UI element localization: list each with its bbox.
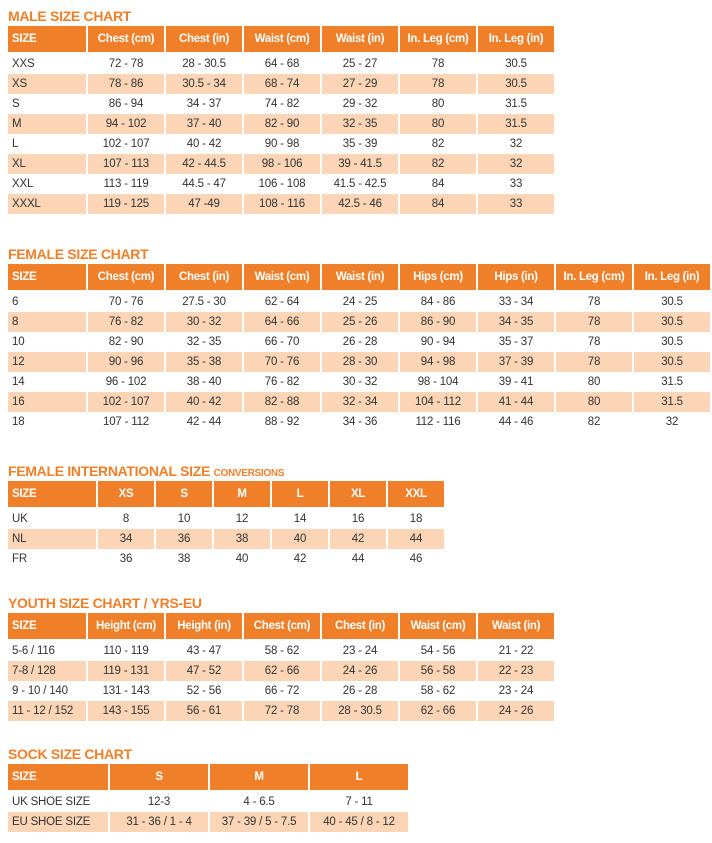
table-row [8,412,710,432]
column-header: M [210,764,308,792]
table-cell: 78 - 86 [88,74,164,94]
table-cell: 12 [235,513,249,525]
table-cell: 44.5 - 47 [182,178,226,190]
table-cell: 76 - 82 [88,312,164,332]
table-cell: 36 [119,553,133,565]
row-label: 11 - 12 / 152 [8,701,86,721]
table-cell: 8 [122,513,130,525]
table-cell: 24 - 26 [478,701,554,721]
table-cell: 82 - 90 [108,336,144,348]
youth-size-title: YOUTH SIZE CHART / YRS-EU [8,595,202,611]
column-header: SIZE [8,264,86,292]
table-cell: 27 - 29 [322,74,398,94]
male-size-section [8,8,556,214]
table-cell: 30 - 32 [342,376,378,388]
sock-size-table [6,764,410,832]
table-cell: 84 - 86 [420,296,456,308]
table-cell: 40 - 42 [186,138,222,150]
row-label: 16 [8,392,86,412]
table-cell: 42 - 44 [186,416,222,428]
table-cell: 41 - 44 [478,392,554,412]
row-label: XS [8,74,86,94]
table-cell: 25 - 27 [342,58,378,70]
column-header: In. Leg (cm) [556,264,632,292]
table-cell: 42 - 44.5 [166,154,242,174]
table-cell: 94 - 98 [400,352,476,372]
male-header-row [8,26,554,54]
table-cell: 37 - 39 [478,352,554,372]
female-size-section [8,246,712,432]
table-cell: 113 - 119 [103,178,149,190]
row-label: L [12,138,19,150]
table-cell: 62 - 66 [244,661,320,681]
table-cell: 31.5 [478,114,554,134]
table-cell: 32 [509,138,523,150]
table-cell: 112 - 116 [415,416,461,428]
table-cell: 40 - 45 / 8 - 12 [310,812,408,832]
column-header: SIZE [8,26,86,54]
table-cell: 102 - 107 [88,392,164,412]
table-cell: 42 [330,529,386,549]
table-cell: 24 - 26 [322,661,398,681]
column-header: XXL [388,481,444,509]
column-header: S [110,764,208,792]
intl-size-title-sub: CONVERSIONS [213,468,285,479]
table-cell: 44 [388,529,444,549]
column-header: L [272,481,328,509]
table-cell: 43 - 47 [186,645,222,657]
table-row [8,194,554,214]
intl-size-title-main: FEMALE INTERNATIONAL SIZE [8,463,210,479]
table-cell: 34 [98,529,154,549]
table-row [8,392,710,412]
table-row [8,529,444,549]
table-cell: 52 - 56 [186,685,222,697]
column-header: Chest (in) [322,613,398,641]
table-cell: 26 - 28 [342,336,378,348]
table-cell: 70 - 76 [244,352,320,372]
column-header: In. Leg (in) [634,264,710,292]
table-cell: 82 - 88 [244,392,320,412]
table-row [8,332,710,352]
table-cell: 58 - 62 [420,685,456,697]
column-header: L [310,764,408,792]
row-label: 12 [8,352,86,372]
table-cell: 26 - 28 [342,685,378,697]
table-cell: 82 - 90 [244,114,320,134]
table-cell: 64 - 66 [244,312,320,332]
table-cell: 102 - 107 [102,138,150,150]
table-cell: 46 [409,553,423,565]
row-label: FR [12,553,27,565]
row-label: 14 [12,376,25,388]
table-cell: 78 [556,352,632,372]
table-row [8,352,710,372]
table-cell: 30 - 32 [166,312,242,332]
table-cell: 32 - 34 [322,392,398,412]
table-cell: 90 - 96 [88,352,164,372]
table-cell: 68 - 74 [244,74,320,94]
table-cell: 119 - 125 [88,194,164,214]
table-cell: 21 - 22 [498,645,534,657]
table-row [8,292,710,312]
table-cell: 32 [665,416,679,428]
table-cell: 82 [431,138,445,150]
table-cell: 47 -49 [166,194,242,214]
column-header: Hips (in) [478,264,554,292]
column-header: In. Leg (cm) [400,26,476,54]
table-cell: 98 - 104 [417,376,459,388]
table-cell: 104 - 112 [400,392,476,412]
column-header: SIZE [8,764,108,792]
table-cell: 96 - 102 [105,376,147,388]
table-cell: 27.5 - 30 [182,296,226,308]
column-header: Height (cm) [88,613,164,641]
table-row [8,661,554,681]
row-label: XXL [12,178,34,190]
table-cell: 30.5 [661,296,683,308]
table-row [8,372,710,392]
column-header: Chest (in) [166,264,242,292]
table-cell: 28 - 30.5 [322,701,398,721]
column-header: Waist (in) [322,26,398,54]
table-row [8,641,554,661]
column-header: Chest (cm) [88,26,164,54]
table-cell: 78 [431,58,445,70]
table-cell: 107 - 112 [103,416,149,428]
table-cell: 33 - 34 [498,296,534,308]
row-label: NL [8,529,96,549]
table-cell: 23 - 24 [498,685,534,697]
table-cell: 14 [293,513,307,525]
column-header: Height (in) [166,613,242,641]
table-cell: 80 [431,98,445,110]
table-row [8,154,554,174]
intl-size-title [8,463,446,481]
table-cell: 78 [587,336,601,348]
table-cell: 62 - 66 [400,701,476,721]
column-header: Waist (cm) [244,26,320,54]
table-cell: 25 - 26 [322,312,398,332]
table-cell: 32 [478,154,554,174]
table-cell: 39 - 41 [498,376,534,388]
table-row [8,312,710,332]
table-cell: 35 - 38 [166,352,242,372]
table-cell: 32 - 35 [322,114,398,134]
table-cell: 54 - 56 [420,645,456,657]
table-cell: 40 [272,529,328,549]
sock-size-section [8,746,410,832]
row-label: 10 [12,336,25,348]
row-label: UK SHOE SIZE [12,796,91,808]
table-cell: 78 [400,74,476,94]
table-cell: 90 - 98 [264,138,300,150]
sock-header-row [8,764,408,792]
table-cell: 35 - 37 [498,336,534,348]
table-cell: 143 - 155 [88,701,164,721]
sock-size-title: SOCK SIZE CHART [8,746,132,762]
table-cell: 35 - 39 [342,138,378,150]
table-cell: 98 - 106 [244,154,320,174]
table-cell: 36 [156,529,212,549]
table-cell: 108 - 116 [244,194,320,214]
table-cell: 40 - 42 [166,392,242,412]
intl-size-table [6,481,446,569]
table-cell: 86 - 94 [108,98,144,110]
table-cell: 29 - 32 [342,98,378,110]
table-row [8,114,554,134]
youth-size-section [8,595,556,721]
table-cell: 44 - 46 [498,416,534,428]
table-cell: 39 - 41.5 [322,154,398,174]
table-cell: 42.5 - 46 [322,194,398,214]
column-header: S [156,481,212,509]
row-label: XXXL [8,194,86,214]
row-label: 18 [12,416,25,428]
table-cell: 16 [351,513,365,525]
table-cell: 80 [556,392,632,412]
table-cell: 30.5 [634,352,710,372]
table-cell: 41.5 - 42.5 [333,178,387,190]
table-cell: 30.5 - 34 [166,74,242,94]
column-header: Waist (cm) [400,613,476,641]
table-cell: 4 - 6.5 [243,796,275,808]
table-cell: 22 - 23 [478,661,554,681]
table-cell: 110 - 119 [103,645,149,657]
table-cell: 31 - 36 / 1 - 4 [110,812,208,832]
column-header: Chest (in) [166,26,242,54]
table-cell: 84 [431,178,445,190]
table-cell: 66 - 72 [264,685,300,697]
table-cell: 72 - 78 [244,701,320,721]
table-cell: 7 - 11 [345,796,373,808]
table-cell: 23 - 24 [342,645,378,657]
column-header: Chest (cm) [244,613,320,641]
column-header: Hips (cm) [400,264,476,292]
table-cell: 31.5 [505,98,527,110]
table-cell: 62 - 64 [264,296,300,308]
row-label: S [12,98,20,110]
table-cell: 82 [587,416,601,428]
table-row [8,701,554,721]
table-row [8,681,554,701]
table-row [8,812,408,832]
table-cell: 74 - 82 [264,98,300,110]
table-cell: 12-3 [147,796,171,808]
column-header: SIZE [8,481,96,509]
table-row [8,74,554,94]
row-label: M [8,114,86,134]
column-header: XS [98,481,154,509]
table-cell: 70 - 76 [108,296,144,308]
table-cell: 30.5 [661,336,683,348]
column-header: Waist (in) [322,264,398,292]
female-header-row [8,264,710,292]
table-cell: 56 - 58 [400,661,476,681]
youth-size-table [6,613,556,721]
row-label: EU SHOE SIZE [8,812,108,832]
table-cell: 131 - 143 [102,685,150,697]
table-cell: 80 [400,114,476,134]
table-cell: 76 - 82 [264,376,300,388]
table-row [8,94,554,114]
table-cell: 34 - 37 [186,98,222,110]
table-cell: 90 - 94 [420,336,456,348]
column-header: In. Leg (in) [478,26,554,54]
table-cell: 31.5 [661,376,683,388]
table-cell: 58 - 62 [264,645,300,657]
row-label: 8 [8,312,86,332]
table-cell: 30.5 [478,74,554,94]
table-cell: 66 - 70 [264,336,300,348]
table-cell: 107 - 113 [88,154,164,174]
table-cell: 30.5 [505,58,527,70]
row-label: XL [8,154,86,174]
column-header: Waist (cm) [244,264,320,292]
table-cell: 30.5 [634,312,710,332]
table-cell: 28 - 30.5 [182,58,226,70]
male-size-table [6,26,556,214]
column-header: Waist (in) [478,613,554,641]
column-header: Chest (cm) [88,264,164,292]
table-row [8,134,554,154]
column-header: SIZE [8,613,86,641]
table-cell: 42 [293,553,307,565]
table-row [8,509,444,529]
table-cell: 33 [478,194,554,214]
female-size-title: FEMALE SIZE CHART [8,246,149,262]
table-cell: 82 [400,154,476,174]
table-cell: 94 - 102 [88,114,164,134]
table-cell: 37 - 40 [166,114,242,134]
table-cell: 40 [235,553,249,565]
table-row [8,54,554,74]
intl-header-row [8,481,444,509]
table-cell: 44 [351,553,365,565]
table-cell: 31.5 [634,392,710,412]
table-cell: 18 [409,513,423,525]
table-cell: 47 - 52 [166,661,242,681]
male-size-title: MALE SIZE CHART [8,8,132,24]
table-cell: 78 [587,296,601,308]
table-cell: 119 - 131 [88,661,164,681]
table-cell: 38 [214,529,270,549]
row-label: 7-8 / 128 [8,661,86,681]
table-cell: 24 - 25 [342,296,378,308]
table-cell: 64 - 68 [264,58,300,70]
table-cell: 37 - 39 / 5 - 7.5 [210,812,308,832]
table-cell: 72 - 78 [108,58,144,70]
table-row [8,174,554,194]
youth-header-row [8,613,554,641]
table-cell: 34 - 35 [478,312,554,332]
table-row [8,792,408,812]
table-cell: 84 [400,194,476,214]
intl-size-section [8,463,446,569]
table-cell: 56 - 61 [166,701,242,721]
table-cell: 34 - 36 [342,416,378,428]
table-cell: 86 - 90 [400,312,476,332]
table-cell: 88 - 92 [264,416,300,428]
column-header: XL [330,481,386,509]
table-cell: 80 [587,376,601,388]
table-cell: 106 - 108 [258,178,306,190]
row-label: XXS [12,58,35,70]
table-cell: 78 [556,312,632,332]
table-cell: 38 - 40 [186,376,222,388]
row-label: 9 - 10 / 140 [12,685,68,697]
table-cell: 32 - 35 [186,336,222,348]
table-cell: 33 [509,178,523,190]
row-label: 5-6 / 116 [12,645,55,657]
table-cell: 10 [177,513,191,525]
row-label: 6 [12,296,19,308]
column-header: M [214,481,270,509]
table-cell: 38 [177,553,191,565]
female-size-table [6,264,712,432]
table-cell: 28 - 30 [322,352,398,372]
table-row [8,549,444,569]
row-label: UK [12,513,28,525]
